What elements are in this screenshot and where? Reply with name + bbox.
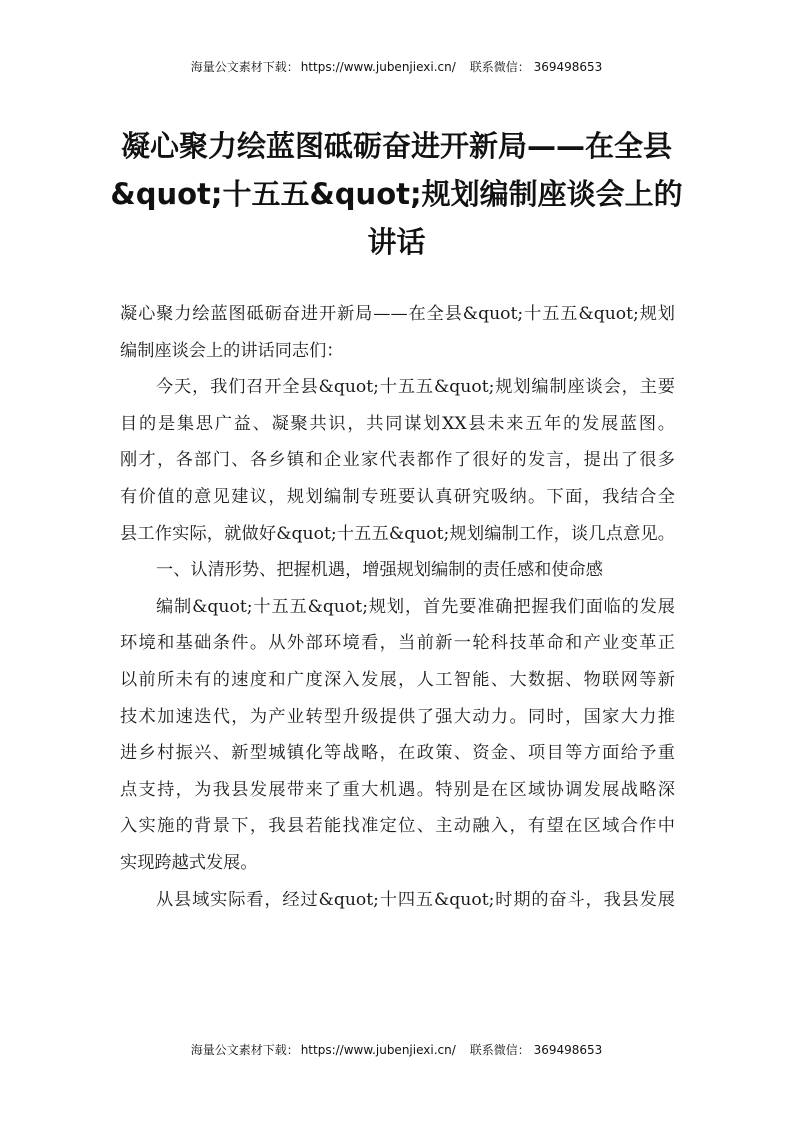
title-line: 凝心聚力绘蓝图砥砺奋进开新局——在全县 [120, 129, 672, 163]
header-contact: 联系微信： 369498653 [469, 60, 603, 74]
document-body [120, 296, 675, 918]
body-line: 实现跨越式发展。 [120, 852, 258, 873]
body-line: 编制&quot;十五五&quot;规划，首先要准确把握我们面临的发展 [156, 596, 675, 617]
page-footer [0, 1041, 793, 1058]
body-line: 入实施的背景下，我县若能找准定位、主动融入，有望在区域合作中 [120, 816, 675, 837]
body-line: 刚才，各部门、各乡镇和企业家代表都作了很好的发言，提出了很多 [120, 450, 675, 471]
body-line: 以前所未有的速度和广度深入发展，人工智能、大数据、物联网等新 [120, 669, 675, 690]
body-line: 编制座谈会上的讲话同志们： [120, 340, 344, 361]
body-line: 县工作实际，就做好&quot;十五五&quot;规划编制工作，谈几点意见。 [120, 523, 675, 544]
body-line: 技术加速迭代，为产业转型升级提供了强大动力。同时，国家大力推 [120, 706, 675, 727]
body-line: 目的是集思广益、凝聚共识，共同谋划XX县未来五年的发展蓝图。 [120, 413, 675, 434]
footer-contact: 联系微信： 369498653 [469, 1043, 603, 1057]
body-line: 有价值的意见建议，规划编制专班要认真研究吸纳。下面，我结合全 [120, 486, 675, 507]
title-line: 讲话 [367, 225, 426, 259]
page-header [0, 58, 793, 75]
header-label: 海量公文素材下载： [190, 60, 299, 74]
footer-url-link[interactable]: https://www.jubenjiexi.cn/ [300, 1043, 456, 1057]
footer-label: 海量公文素材下载： [190, 1043, 299, 1057]
body-line: 进乡村振兴、新型城镇化等战略，在政策、资金、项目等方面给予重 [120, 743, 675, 764]
body-line: 今天，我们召开全县&quot;十五五&quot;规划编制座谈会，主要 [156, 377, 675, 398]
section-heading: 一、认清形势、把握机遇，增强规划编制的责任感和使命感 [156, 560, 603, 581]
body-line: 从县域实际看，经过&quot;十四五&quot;时期的奋斗，我县发展 [156, 889, 675, 910]
body-line: 环境和基础条件。从外部环境看，当前新一轮科技革命和产业变革正 [120, 633, 675, 654]
body-line: 凝心聚力绘蓝图砥砺奋进开新局——在全县&quot;十五五&quot;规划 [120, 304, 675, 324]
header-url-link[interactable]: https://www.jubenjiexi.cn/ [300, 60, 456, 74]
document-title [100, 122, 693, 266]
body-line: 点支持，为我县发展带来了重大机遇。特别是在区域协调发展战略深 [120, 779, 675, 800]
title-line: &quot;十五五&quot;规划编制座谈会上的 [110, 177, 683, 211]
